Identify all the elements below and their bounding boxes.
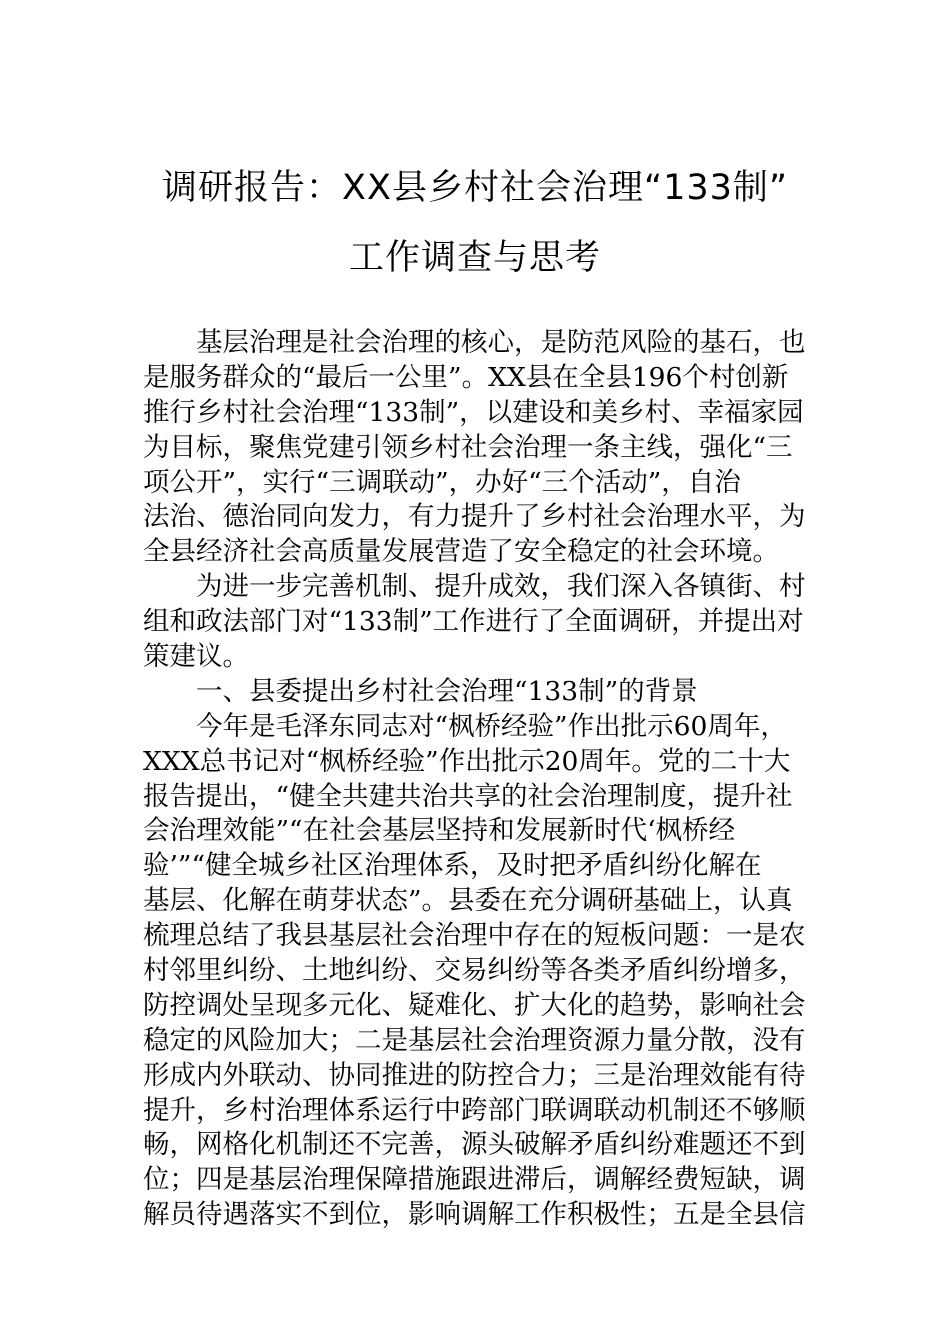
body-text-line: 为目标，聚焦党建引领乡村社会治理一条主线，强化“三 [143,431,793,463]
body-text-line: 今年是毛泽东同志对“枫桥经验”作出批示60周年， [196,710,787,742]
body-text-line: 全县经济社会高质量发展营造了安全稳定的社会环境。 [143,536,779,568]
body-text-line: 组和政法部门对“133制”工作进行了全面调研，并提出对 [143,606,804,638]
body-text-line: 形成内外联动、协同推进的防控合力；三是治理效能有待 [143,1059,806,1091]
document-body [143,326,833,1233]
body-text-line: 防控调处呈现多元化、疑难化、扩大化的趋势，影响社会 [143,989,806,1021]
body-text-line: 策建议。 [143,641,249,673]
body-text-line: 为进一步完善机制、提升成效，我们深入各镇街、村 [196,571,806,603]
body-text-line: 验’”“健全城乡社区治理体系，及时把矛盾纠纷化解在 [143,850,762,882]
body-text-line: 解员待遇落实不到位，影响调解工作积极性；五是全县信 [143,1199,806,1231]
document-title-line-2: 工作调查与思考 [348,238,601,278]
body-text-line: 法治、德治同向发力，有力提升了乡村社会治理水平，为 [143,501,806,533]
body-text-line: 基层、化解在萌芽状态”。县委在充分调研基础上，认真 [143,885,793,917]
body-text-line: 位；四是基层治理保障措施跟进滞后，调解经费短缺，调 [143,1164,806,1196]
body-text-line: 提升，乡村治理体系运行中跨部门联调联动机制还不够顺 [143,1094,806,1126]
body-text-line: 畅，网格化机制还不完善，源头破解矛盾纠纷难题还不到 [143,1129,806,1161]
body-text-line: 稳定的风险加大；二是基层社会治理资源力量分散，没有 [143,1024,806,1056]
body-text-line: 一、县委提出乡村社会治理“133制”的背景 [196,675,698,707]
body-text-line: 会治理效能”“在社会基层坚持和发展新时代‘枫桥经 [143,815,736,847]
body-text-line: 报告提出，“健全共建共治共享的社会治理制度，提升社 [143,780,793,812]
document-title-line-1: 调研报告：XX县乡村社会治理“133制” [161,168,789,208]
body-text-line: 梳理总结了我县基层社会治理中存在的短板问题：一是农 [143,920,806,952]
body-text-line: XXX总书记对“枫桥经验”作出批示20周年。党的二十大 [143,745,791,777]
body-text-line: 基层治理是社会治理的核心，是防范风险的基石，也 [196,327,806,358]
body-text-line: 项公开”，实行“三调联动”，办好“三个活动”，自治 [143,466,741,498]
body-text-line: 是服务群众的“最后一公里”。XX县在全县196个村创新 [143,361,789,393]
body-text-line: 村邻里纠纷、土地纠纷、交易纠纷等各类矛盾纠纷增多， [143,955,806,987]
body-text-line: 推行乡村社会治理“133制”，以建设和美乡村、幸福家园 [143,396,804,428]
